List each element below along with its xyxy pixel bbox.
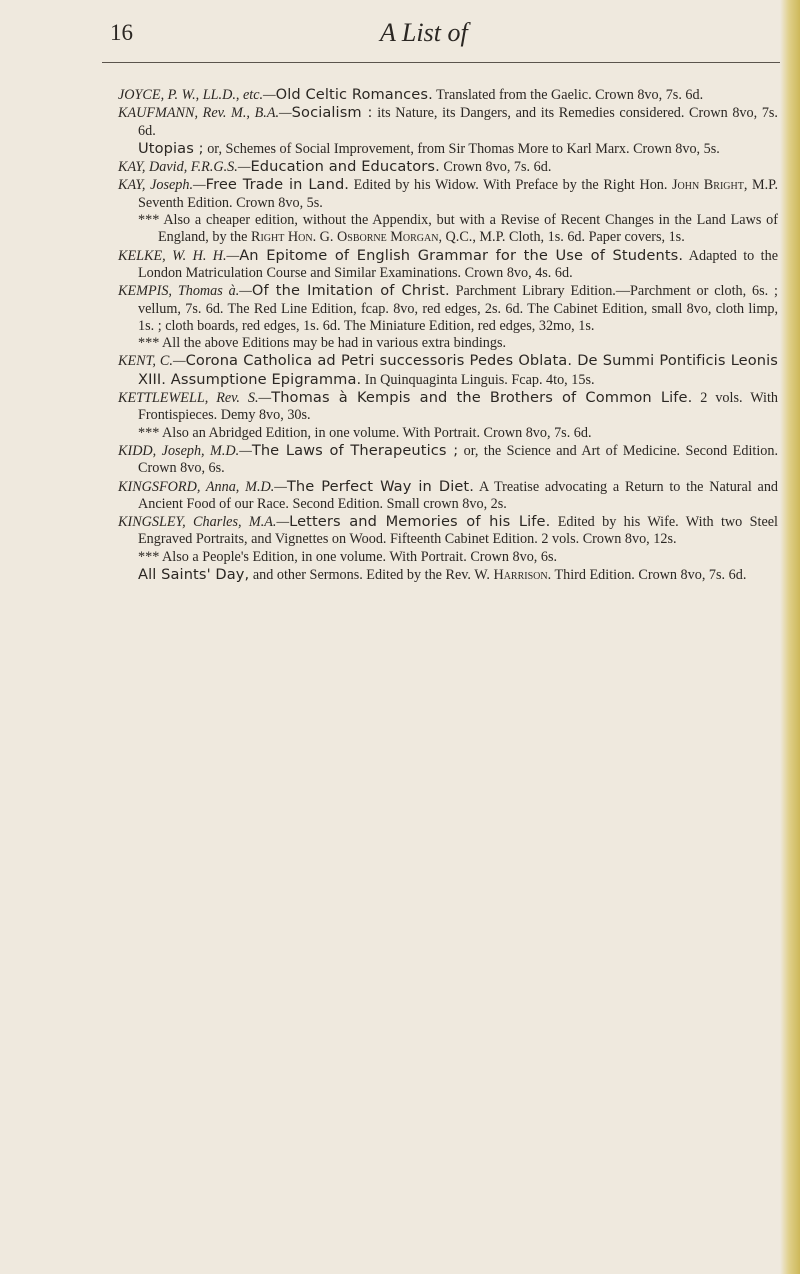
entry-details: Adapted to the London Matriculation Course and Similar Examinations. Crown 8vo, 4s. 6d.	[138, 247, 778, 281]
catalogue-entry	[118, 442, 778, 478]
entry-author: KEMPIS, Thomas à.—	[118, 283, 252, 300]
entry-details: Edited by his Wife. With two Steel Engraved Portraits, and Vignettes on Wood. Fifteenth Cabinet Edition. 2 vols. Crown 8vo, 12s.	[138, 514, 779, 548]
entry-title: Socialism :	[291, 104, 373, 122]
entry-title: Utopias ;	[138, 139, 204, 157]
page-title: A List of	[380, 18, 468, 47]
catalogue-entry	[118, 478, 778, 514]
note-text: *** All the above Editions may be had in various extra bindings.	[138, 335, 507, 352]
entry-author: KIDD, Joseph, M.D.—	[118, 442, 252, 459]
entry-details-continued: . Third Edition. Crown 8vo, 7s. 6d.	[547, 567, 747, 584]
note-text: *** Also a People's Edition, in one volume. With Portrait. Crown 8vo, 6s.	[138, 548, 558, 565]
entry-details: Edited by his Widow. With Preface by the Right Hon.	[349, 177, 673, 194]
entry-author: KAY, Joseph.—	[118, 177, 206, 194]
page-number: 16	[110, 20, 133, 45]
entry-person: John Bright	[672, 177, 744, 194]
catalogue-entry	[118, 104, 778, 140]
entry-details: 2 vols. With Frontispieces. Demy 8vo, 30s.	[138, 390, 779, 424]
entry-title: Thomas à Kempis and the Brothers of Common Life.	[271, 389, 693, 407]
entry-author: KAY, David, F.R.G.S.—	[118, 159, 251, 176]
edition-note	[118, 549, 778, 566]
edition-note	[118, 335, 778, 352]
entry-title: Old Celtic Romances.	[275, 86, 433, 103]
note-text-continued: , Q.C., M.P. Cloth, 1s. 6d. Paper covers, 1s.	[438, 229, 685, 246]
edition-note	[118, 212, 778, 247]
catalogue-entry	[118, 158, 778, 176]
page-header	[80, 8, 780, 68]
catalogue-entry	[118, 176, 778, 212]
catalogue-entry	[118, 247, 778, 283]
entry-author: KENT, C.—	[118, 353, 186, 370]
entry-details-continued: , M.P. Seventh Edition. Crown 8vo, 5s.	[138, 177, 778, 211]
catalogue-entry	[118, 513, 778, 549]
entry-title: The Laws of Therapeutics ;	[251, 441, 459, 459]
catalogue-list	[118, 86, 778, 584]
catalogue-entry	[118, 86, 778, 104]
entry-title: An Epitome of English Grammar for the Use of Students.	[239, 246, 684, 264]
entry-author: KELKE, W. H. H.—	[118, 247, 240, 264]
catalogue-entry	[118, 140, 778, 158]
entry-title: Letters and Memories of his Life.	[289, 513, 551, 531]
entry-author: JOYCE, P. W., LL.D., etc.—	[118, 87, 276, 103]
entry-details: or, the Science and Art of Medicine. Second Edition. Crown 8vo, 6s.	[138, 442, 779, 477]
entry-details: its Nature, its Dangers, and its Remedies considered. Crown 8vo, 7s. 6d.	[138, 105, 778, 139]
entry-title: Corona Catholica ad Petri successoris Pedes Oblata. De Summi Pontificis Leonis XIII. Assumptione Epigramma.	[138, 352, 778, 388]
entry-person: Harrison	[493, 567, 548, 584]
entry-title: Of the Imitation of Christ.	[251, 282, 450, 300]
note-person: Right Hon. G. Osborne Morgan	[251, 229, 439, 246]
entry-details: Crown 8vo, 7s. 6d.	[439, 159, 552, 176]
entry-details: A Treatise advocating a Return to the Natural and Ancient Food of our Race. Second Edition. Small crown 8vo, 2s.	[138, 478, 779, 512]
entry-title: All Saints' Day,	[138, 566, 250, 584]
catalogue-entry	[118, 566, 778, 584]
entry-author: KETTLEWELL, Rev. S.—	[118, 390, 272, 407]
note-text: *** Also a cheaper edition, without the Appendix, but with a Revise of Recent Changes in the Land Laws of England, by the	[138, 212, 778, 246]
entry-details: Parchment Library Edition.—Parchment or cloth, 6s. ; vellum, 7s. 6d. The Red Line Edition, fcap. 8vo, red edges, 2s. 6d. The Cabinet Edition, small 8vo, cloth limp, 1s. ; cloth boards, red edges, 1s. 6d. The Miniature Edition, red edges, 32mo, 1s.	[138, 283, 778, 334]
entry-title: The Perfect Way in Diet.	[286, 477, 474, 495]
entry-author: KINGSFORD, Anna, M.D.—	[118, 478, 287, 495]
catalogue-entry	[118, 389, 778, 425]
entry-details: and other Sermons. Edited by the Rev. W.	[249, 567, 494, 584]
catalogue-entry	[118, 352, 778, 389]
entry-author: KAUFMANN, Rev. M., B.A.—	[118, 105, 292, 122]
header-rule	[102, 62, 792, 63]
entry-author: KINGSLEY, Charles, M.A.—	[118, 514, 290, 531]
note-text: *** Also an Abridged Edition, in one volume. With Portrait. Crown 8vo, 7s. 6d.	[138, 424, 592, 441]
entry-details: Translated from the Gaelic. Crown 8vo, 7s. 6d.	[432, 87, 704, 103]
edition-note	[118, 425, 778, 442]
entry-title: Education and Educators.	[250, 158, 440, 176]
entry-details: In Quinquaginta Linguis. Fcap. 4to, 15s.	[361, 371, 595, 388]
catalogue-entry	[118, 282, 778, 335]
page-edge	[780, 0, 800, 1274]
entry-details: or, Schemes of Social Improvement, from Sir Thomas More to Karl Marx. Crown 8vo, 5s.	[203, 140, 720, 157]
entry-title: Free Trade in Land.	[205, 176, 350, 194]
